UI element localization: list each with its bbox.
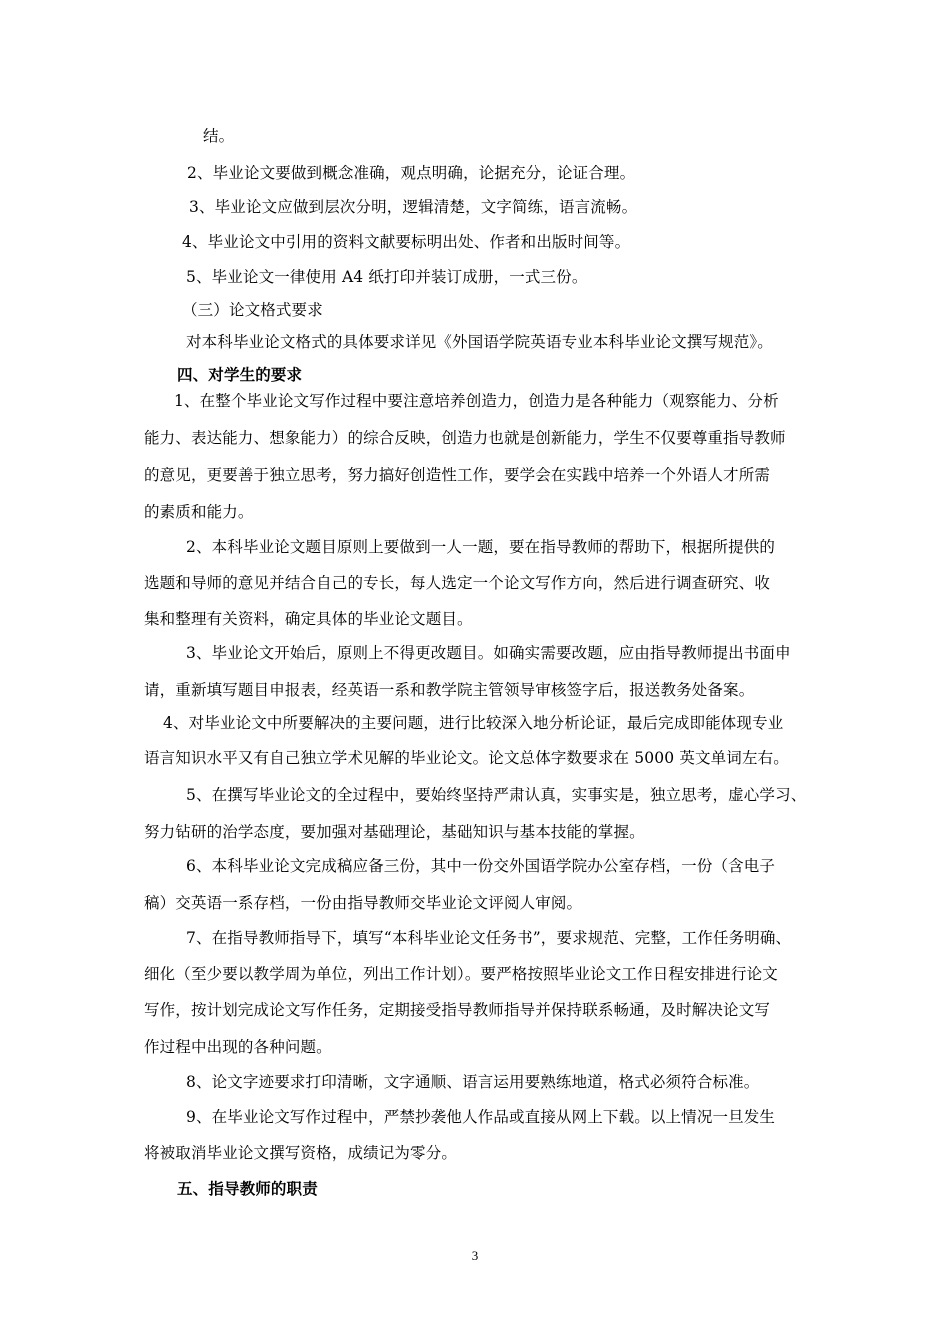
text-line-21: 努力钻研的治学态度，要加强对基础理论，基础知识与基本技能的掌握。 bbox=[144, 823, 645, 841]
text-line-28: 8、论文字迹要求打印清晰，文字通顺、语言运用要熟练地道，格式必须符合标准。 bbox=[186, 1073, 760, 1091]
text-line-24: 7、在指导教师指导下，填写“本科毕业论文任务书”，要求规范、完整，工作任务明确、 bbox=[186, 929, 792, 947]
text-line-20: 5、在撰写毕业论文的全过程中，要始终坚持严肃认真，实事实是，独立思考，虚心学习、 bbox=[186, 786, 807, 804]
text-line-19: 语言知识水平又有自己独立学术见解的毕业论文。论文总体字数要求在 5000 英文单词左右。 bbox=[144, 749, 789, 767]
text-line-05: 5、毕业论文一律使用 A4 纸打印并装订成册，一式三份。 bbox=[186, 268, 588, 286]
page-number: 3 bbox=[471, 1248, 479, 1263]
text-line-25: 细化（至少要以教学周为单位，列出工作计划）。要严格按照毕业论文工作日程安排进行论文 bbox=[144, 965, 778, 983]
text-line-07: 对本科毕业论文格式的具体要求详见《外国语学院英语专业本科毕业论文撰写规范》。 bbox=[186, 333, 773, 351]
text-line-04: 4、毕业论文中引用的资料文献要标明出处、作者和出版时间等。 bbox=[182, 233, 631, 251]
text-line-03: 3、毕业论文应做到层次分明，逻辑清楚，文字简练，语言流畅。 bbox=[189, 198, 638, 216]
text-line-14: 选题和导师的意见并结合自己的专长，每人选定一个论文写作方向，然后进行调查研究、收 bbox=[144, 574, 771, 592]
text-line-09: 1、在整个毕业论文写作过程中要注意培养创造力，创造力是各种能力（观察能力、分析 bbox=[174, 392, 779, 410]
text-line-02: 2、毕业论文要做到概念准确，观点明确，论据充分，论证合理。 bbox=[187, 164, 636, 182]
section-heading-student-requirements: 四、对学生的要求 bbox=[177, 365, 303, 384]
text-line-12: 的素质和能力。 bbox=[144, 503, 254, 521]
text-line-17: 请，重新填写题目申报表，经英语一系和教学院主管领导审核签字后，报送教务处备案。 bbox=[144, 681, 755, 699]
section-heading-advisor-duties: 五、指导教师的职责 bbox=[177, 1179, 318, 1198]
text-line-10: 能力、表达能力、想象能力）的综合反映，创造力也就是创新能力，学生不仅要尊重指导教师 bbox=[144, 429, 786, 447]
text-line-18: 4、对毕业论文中所要解决的主要问题，进行比较深入地分析论证，最后完成即能体现专业 bbox=[163, 714, 784, 732]
text-line-30: 将被取消毕业论文撰写资格，成绩记为零分。 bbox=[144, 1144, 458, 1162]
text-line-29: 9、在毕业论文写作过程中，严禁抄袭他人作品或直接从网上下载。以上情况一旦发生 bbox=[186, 1108, 776, 1126]
text-line-11: 的意见，更要善于独立思考，努力搞好创造性工作，要学会在实践中培养一个外语人才所需 bbox=[144, 466, 771, 484]
text-line-15: 集和整理有关资料，确定具体的毕业论文题目。 bbox=[144, 610, 473, 628]
text-line-23: 稿）交英语一系存档，一份由指导教师交毕业论文评阅人审阅。 bbox=[144, 894, 583, 912]
text-line-22: 6、本科毕业论文完成稿应备三份，其中一份交外国语学院办公室存档，一份（含电子 bbox=[186, 857, 776, 875]
text-line-13: 2、本科毕业论文题目原则上要做到一人一题，要在指导教师的帮助下，根据所提供的 bbox=[186, 538, 776, 556]
text-line-01: 结。 bbox=[203, 127, 235, 145]
section-heading-format: （三）论文格式要求 bbox=[182, 301, 323, 319]
text-line-26: 写作，按计划完成论文写作任务，定期接受指导教师指导并保持联系畅通，及时解决论文写 bbox=[144, 1001, 771, 1019]
text-line-27: 作过程中出现的各种问题。 bbox=[144, 1038, 332, 1056]
text-line-16: 3、毕业论文开始后，原则上不得更改题目。如确实需要改题，应由指导教师提出书面申 bbox=[186, 644, 791, 662]
